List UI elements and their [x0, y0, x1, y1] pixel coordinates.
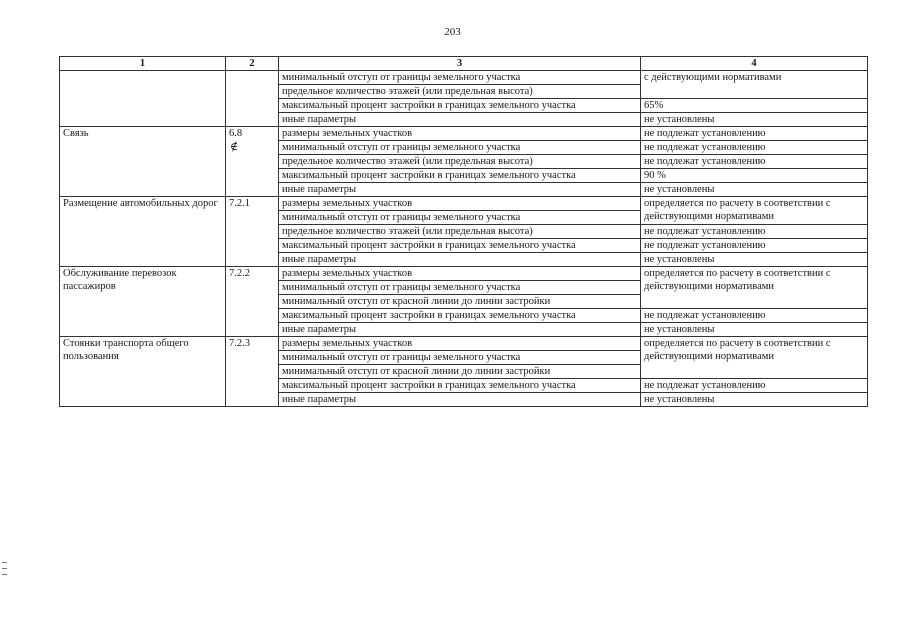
land-use-code — [226, 71, 279, 127]
parameter-cell: размеры земельных участков — [279, 127, 641, 141]
value-cell: не подлежат установлению — [641, 155, 868, 169]
land-use-code: 7.2.1 — [226, 197, 279, 267]
land-use-code: 6.8 — [229, 128, 243, 139]
table-row — [60, 197, 868, 211]
column-header-1: 1 — [60, 57, 226, 71]
value-cell: 65% — [641, 99, 868, 113]
parameter-cell: иные параметры — [279, 253, 641, 267]
value-cell: не установлены — [641, 183, 868, 197]
land-use-name — [60, 71, 226, 127]
parameter-cell: предельное количество этажей (или предельная высота) — [279, 225, 641, 239]
table-row — [60, 337, 868, 351]
parameter-cell: минимальный отступ от границы земельного участка — [279, 351, 641, 365]
parameter-cell: максимальный процент застройки в границах земельного участка — [279, 309, 641, 323]
table-row — [60, 267, 868, 281]
value-cell: определяется по расчету в соответствии с действующими нормативами — [641, 197, 868, 225]
table-row — [60, 71, 868, 85]
column-header-4: 4 — [641, 57, 868, 71]
land-use-name: Связь — [60, 127, 226, 197]
parameter-cell: размеры земельных участков — [279, 267, 641, 281]
value-cell: не установлены — [641, 393, 868, 407]
value-cell: не установлены — [641, 253, 868, 267]
parameter-cell: иные параметры — [279, 323, 641, 337]
value-cell: определяется по расчету в соответствии с действующими нормативами — [641, 337, 868, 379]
handwritten-mark: ∉ — [230, 141, 239, 153]
value-cell: не подлежат установлению — [641, 239, 868, 253]
column-header-2: 2 — [226, 57, 279, 71]
parameter-cell: максимальный процент застройки в границах земельного участка — [279, 99, 641, 113]
parameter-cell: минимальный отступ от красной линии до линии застройки — [279, 295, 641, 309]
parameter-cell: минимальный отступ от красной линии до линии застройки — [279, 365, 641, 379]
header-row — [60, 57, 868, 71]
value-cell: 90 % — [641, 169, 868, 183]
parameter-cell: минимальный отступ от границы земельного участка — [279, 211, 641, 225]
parameter-cell: иные параметры — [279, 393, 641, 407]
table-row — [60, 127, 868, 141]
value-cell: определяется по расчету в соответствии с действующими нормативами — [641, 267, 868, 309]
parameter-cell: максимальный процент застройки в границах земельного участка — [279, 379, 641, 393]
parameter-cell: иные параметры — [279, 113, 641, 127]
land-use-parameters-table — [59, 56, 868, 407]
parameter-cell: предельное количество этажей (или предельная высота) — [279, 155, 641, 169]
parameter-cell: минимальный отступ от границы земельного участка — [279, 71, 641, 85]
parameter-cell: минимальный отступ от границы земельного участка — [279, 281, 641, 295]
parameter-cell: максимальный процент застройки в границах земельного участка — [279, 169, 641, 183]
value-cell: не подлежат установлению — [641, 127, 868, 141]
parameter-cell: максимальный процент застройки в границах земельного участка — [279, 239, 641, 253]
value-cell: не подлежат установлению — [641, 309, 868, 323]
land-use-code-cell — [226, 127, 279, 197]
value-cell: с действующими нормативами — [641, 71, 868, 99]
parameter-cell: иные параметры — [279, 183, 641, 197]
parameter-cell: предельное количество этажей (или предельная высота) — [279, 85, 641, 99]
margin-scan-marks — [2, 562, 8, 584]
value-cell: не установлены — [641, 113, 868, 127]
parameter-cell: минимальный отступ от границы земельного участка — [279, 141, 641, 155]
value-cell: не установлены — [641, 323, 868, 337]
land-use-name: Размещение автомобильных дорог — [60, 197, 226, 267]
value-cell: не подлежат установлению — [641, 141, 868, 155]
land-use-name: Обслуживание перевозок пассажиров — [60, 267, 226, 337]
land-use-code: 7.2.3 — [226, 337, 279, 407]
value-cell: не подлежат установлению — [641, 379, 868, 393]
column-header-3: 3 — [279, 57, 641, 71]
value-cell: не подлежат установлению — [641, 225, 868, 239]
page-number: 203 — [444, 26, 461, 38]
land-use-name: Стоянки транспорта общего пользования — [60, 337, 226, 407]
parameter-cell: размеры земельных участков — [279, 337, 641, 351]
land-use-code: 7.2.2 — [226, 267, 279, 337]
parameter-cell: размеры земельных участков — [279, 197, 641, 211]
